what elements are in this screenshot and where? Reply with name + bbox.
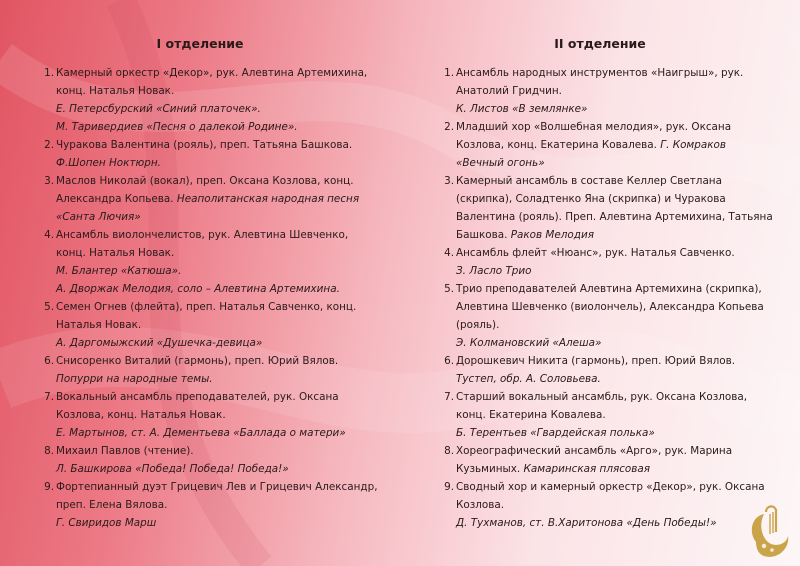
program-item-line [456, 298, 770, 316]
program-item-line [56, 406, 370, 424]
program-item-number: 1. [444, 67, 454, 79]
program-item-number: 3. [44, 175, 54, 187]
program-item-line [56, 478, 378, 496]
repertoire-text: К. Листов «В землянке» [456, 103, 588, 115]
program-item-line [456, 280, 770, 298]
performer-text: Алевтина Шевченко (виолончель), Александра Копьева [456, 301, 764, 313]
program-item-line [456, 370, 770, 388]
repertoire-text: З. Ласло Трио [456, 265, 532, 277]
performer-text: Козлова. [456, 499, 505, 511]
section-1-program-list [30, 64, 378, 532]
section-1-title: I отделение [156, 36, 244, 51]
program-item-line [56, 136, 370, 154]
performer-text: Козлова, конц. Екатерина Ковалева. [456, 139, 661, 151]
program-item-line [56, 514, 370, 532]
program-item [430, 244, 770, 280]
program-item [430, 352, 770, 388]
program-item-line [56, 460, 370, 478]
performer-text: Маслов Николай (вокал), преп. Оксана Козлова, конц. [56, 175, 354, 187]
program-item-line [56, 388, 370, 406]
program-item-line [56, 280, 370, 298]
program-item-number: 2. [44, 139, 54, 151]
program-item-line [56, 424, 370, 442]
program-item [430, 64, 770, 118]
program-item-line [456, 82, 770, 100]
performer-text: Камерный ансамбль в составе Келлер Светлана [456, 175, 722, 187]
repertoire-text: Л. Башкирова «Победа! Победа! Победа!» [56, 463, 289, 475]
program-item-line [456, 478, 770, 496]
program-item-line [456, 190, 770, 208]
performer-text: Ансамбль народных инструментов «Наигрыш», рук. [456, 67, 744, 79]
program-item-line [456, 388, 770, 406]
performer-text: Валентина (рояль). Преп. Алевтина Артемихина, Татьяна [456, 211, 773, 223]
repertoire-text: Г. Свиридов Марш [56, 517, 157, 529]
program-item-line [56, 100, 370, 118]
program-item-line [56, 226, 370, 244]
performer-text: Фортепианный дуэт Грицевич Лев и Грицевич Александр, [56, 481, 378, 493]
section-2-title: II отделение [554, 36, 646, 51]
program-item-line [456, 496, 770, 514]
program-item-line [56, 118, 370, 136]
program-item-line [56, 316, 370, 334]
program-item [30, 442, 370, 478]
program-item-line [456, 64, 770, 82]
performer-text: (рояль). [456, 319, 500, 331]
program-item [430, 172, 773, 244]
program-item [430, 388, 770, 442]
performer-text: конц. Наталья Новак. [56, 85, 175, 97]
repertoire-text: А. Дворжак Мелодия, соло – Алевтина Артемихина. [56, 283, 340, 295]
program-item-line [456, 118, 770, 136]
program-item-number: 3. [444, 175, 454, 187]
repertoire-text: Попурри на народные темы. [56, 373, 213, 385]
program-item-line [456, 334, 770, 352]
performer-text: конц. Наталья Новак. [56, 247, 175, 259]
lyre-palette-logo-icon [746, 502, 792, 560]
repertoire-text: А. Даргомыжский «Душечка-девица» [56, 337, 263, 349]
performer-text: Дорошкевич Никита (гармонь), преп. Юрий Вялов. [456, 355, 736, 367]
repertoire-text: Д. Тухманов, ст. В.Харитонова «День Победы!» [456, 517, 717, 529]
program-item-line [456, 424, 770, 442]
program-item-line [456, 406, 770, 424]
repertoire-text: Е. Петерсбурский «Синий платочек». [56, 103, 261, 115]
repertoire-text: Б. Терентьев «Гвардейская полька» [456, 427, 655, 439]
program-item [430, 118, 770, 172]
program-item-line [56, 82, 370, 100]
program-item-number: 5. [444, 283, 454, 295]
program-item-line [456, 352, 770, 370]
section-2-program-list [430, 64, 773, 532]
repertoire-text: Тустеп, обр. А. Соловьева. [456, 373, 601, 385]
performer-text: Башкова. [456, 229, 511, 241]
performer-text: Сводный хор и камерный оркестр «Декор», рук. Оксана [456, 481, 765, 493]
program-item-line [456, 100, 770, 118]
program-item [430, 478, 770, 532]
performer-text: Трио преподавателей Алевтина Артемихина (скрипка), [456, 283, 762, 295]
program-item-line [456, 460, 770, 478]
performer-text: Камерный оркестр «Декор», рук. Алевтина Артемихина, [56, 67, 368, 79]
repertoire-text: Г. Комраков [660, 139, 726, 151]
section-2 [430, 36, 773, 532]
performer-text: Наталья Новак. [56, 319, 142, 331]
program-item [30, 298, 370, 352]
program-item-line [456, 442, 770, 460]
program-item-line [456, 226, 770, 244]
program-item-line [56, 64, 370, 82]
program-item-number: 6. [444, 355, 454, 367]
performer-text: Ансамбль флейт «Нюанс», рук. Наталья Савченко. [456, 247, 735, 259]
program-item-line [456, 316, 770, 334]
program-item-line [56, 190, 370, 208]
performer-text: Снисоренко Виталий (гармонь), преп. Юрий Вялов. [56, 355, 339, 367]
repertoire-text: Раков Мелодия [510, 229, 594, 241]
program-item-line [56, 496, 370, 514]
program-item [430, 280, 770, 352]
program-item [30, 136, 370, 172]
program-item-line [56, 244, 370, 262]
repertoire-text: Камаринская плясовая [523, 463, 651, 475]
repertoire-text: Е. Мартынов, ст. А. Дементьева «Баллада о матери» [56, 427, 346, 439]
program-item [30, 352, 370, 388]
performer-text: (скрипка), Соладтенко Яна (скрипка) и Чуракова [456, 193, 726, 205]
section-1 [30, 36, 378, 532]
program-item-line [56, 442, 370, 460]
performer-text: Хореографический ансамбль «Арго», рук. Марина [456, 445, 733, 457]
program-item [30, 388, 370, 442]
program-item-number: 4. [444, 247, 454, 259]
performer-text: Ансамбль виолончелистов, рук. Алевтина Шевченко, [56, 229, 349, 241]
program-item-number: 2. [444, 121, 454, 133]
performer-text: Чуракова Валентина (рояль), преп. Татьяна Башкова. [56, 139, 353, 151]
performer-text: Младший хор «Волшебная мелодия», рук. Оксана [456, 121, 732, 133]
performer-text: Александра Копьева. [56, 193, 177, 205]
repertoire-text: Э. Колмановский «Алеша» [456, 337, 602, 349]
program-item-line [56, 172, 370, 190]
repertoire-text: Ф.Шопен Ноктюрн. [56, 157, 161, 169]
repertoire-text: «Вечный огонь» [456, 157, 545, 169]
program-item-number: 7. [444, 391, 454, 403]
performer-text: преп. Елена Вялова. [56, 499, 168, 511]
repertoire-text: Неаполитанская народная песня [176, 193, 360, 205]
performer-text: конц. Екатерина Ковалева. [456, 409, 606, 421]
program-item-line [56, 154, 370, 172]
program-item-line [56, 370, 370, 388]
performer-text: Семен Огнев (флейта), преп. Наталья Савченко, конц. [56, 301, 357, 313]
program-item-line [456, 514, 770, 532]
program-item-number: 9. [444, 481, 454, 493]
program-item-number: 4. [44, 229, 54, 241]
repertoire-text: М. Блантер «Катюша». [56, 265, 182, 277]
program-item-line [56, 298, 370, 316]
program-item-line [456, 262, 770, 280]
program-item-line [456, 208, 773, 226]
program-item [30, 64, 370, 136]
program-item [430, 442, 770, 478]
program-item-number: 7. [44, 391, 54, 403]
performer-text: Вокальный ансамбль преподавателей, рук. Оксана [56, 391, 339, 403]
program-item-number: 8. [44, 445, 54, 457]
performer-text: Старший вокальный ансамбль, рук. Оксана Козлова, [456, 391, 748, 403]
program-item-line [56, 352, 370, 370]
program-item-line [456, 244, 770, 262]
performer-text: Козлова, конц. Наталья Новак. [56, 409, 226, 421]
program-item-number: 8. [444, 445, 454, 457]
program-item-line [56, 208, 370, 226]
program-item-number: 5. [44, 301, 54, 313]
program-item-number: 9. [44, 481, 54, 493]
program-item-number: 1. [44, 67, 54, 79]
performer-text: Анатолий Гридчин. [456, 85, 562, 97]
program-item-line [456, 154, 770, 172]
program-item [30, 226, 370, 298]
repertoire-text: М. Таривердиев «Песня о далекой Родине». [56, 121, 298, 133]
program-item [30, 172, 370, 226]
performer-text: Кузьминых. [456, 463, 524, 475]
program-item [30, 478, 378, 532]
program-item-line [56, 262, 370, 280]
repertoire-text: «Санта Лючия» [56, 211, 141, 223]
performer-text: Михаил Павлов (чтение). [56, 445, 194, 457]
program-item-line [56, 334, 370, 352]
program-item-number: 6. [44, 355, 54, 367]
program-item-line [456, 172, 770, 190]
program-item-line [456, 136, 770, 154]
